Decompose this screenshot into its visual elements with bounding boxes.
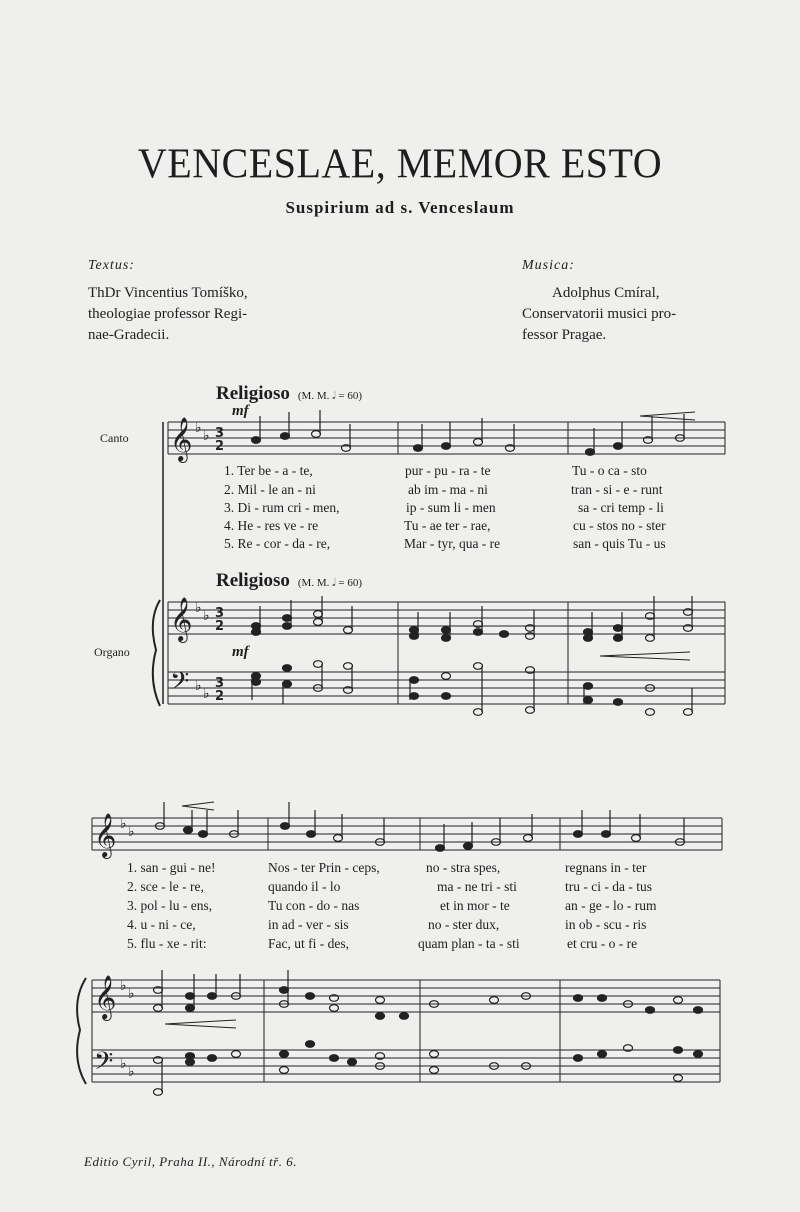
page-title: VENCESLAE, MEMOR ESTO: [137, 139, 663, 188]
metronome-marking: (M. M. 𝅗𝅥 = 60): [297, 390, 362, 402]
svg-text:♭: ♭: [195, 600, 202, 616]
lyric-segment: in ob - scu - ris: [565, 917, 647, 932]
lyric-segment: quam plan - ta - sti: [418, 936, 520, 951]
tempo-word: Religioso: [216, 570, 290, 591]
page-subtitle: Suspirium ad s. Venceslaum: [285, 198, 515, 217]
tempo-word: Religioso: [216, 383, 290, 404]
lyric-segment: Mar - tyr, qua - re: [404, 536, 501, 551]
svg-text:2: 2: [215, 439, 225, 454]
lyric-segment: Tu - ae ter - rae,: [404, 518, 491, 533]
organ-label: Organo: [94, 645, 130, 659]
lyric-segment: 3. Di - rum cri - men,: [224, 500, 340, 515]
lyric-segment: Tu con - do - nas: [268, 898, 360, 913]
lyric-segment: 4. u - ni - ce,: [127, 917, 196, 932]
svg-text:♭: ♭: [120, 978, 127, 994]
music-credit-line: Adolphus Cmíral,: [552, 285, 660, 301]
svg-text:3: 3: [215, 426, 225, 441]
publisher-imprint: Editio Cyril, Praha II., Národní tř. 6.: [84, 1154, 297, 1169]
lyric-segment: in ad - ver - sis: [268, 917, 349, 932]
lyric-segment: pur - pu - ra - te: [405, 463, 491, 478]
lyric-segment: 4. He - res ve - re: [224, 518, 319, 533]
lyric-segment: ma - ne tri - sti: [437, 879, 517, 894]
lyric-segment: Tu - o ca - sto: [572, 463, 647, 478]
lyric-segment: 1. Ter be - a - te,: [224, 463, 313, 478]
lyric-segment: 2. Mil - le an - ni: [224, 482, 316, 497]
lyric-segment: san - quis Tu - us: [573, 536, 666, 551]
svg-text:♭: ♭: [120, 1056, 127, 1072]
lyric-segment: regnans in - ter: [565, 860, 647, 875]
svg-text:♭: ♭: [195, 420, 202, 436]
text-credit-label: Textus:: [88, 258, 135, 273]
lyric-segment: 2. sce - le - re,: [127, 879, 204, 894]
lyric-segment: Nos - ter Prin - ceps,: [268, 860, 380, 875]
svg-text:3: 3: [215, 606, 225, 621]
svg-text:2: 2: [215, 689, 225, 704]
music-credit-label: Musica:: [522, 258, 575, 273]
metronome-marking: (M. M. 𝅗𝅥 = 60): [297, 577, 362, 589]
music-credit-line: fessor Pragae.: [522, 327, 607, 343]
bass-clef-icon: 𝄢: [94, 1047, 114, 1082]
lyric-segment: no - stra spes,: [426, 860, 501, 875]
canto-staff: [163, 422, 725, 704]
svg-text:2: 2: [215, 619, 225, 634]
svg-text:♭: ♭: [203, 428, 210, 444]
lyric-segment: 5. Re - cor - da - re,: [224, 536, 331, 551]
text-credit-line: ThDr Vincentius Tomíško,: [88, 285, 248, 301]
lyric-segment: et in mor - te: [440, 898, 510, 913]
svg-text:♭: ♭: [128, 1064, 135, 1080]
lyric-segment: 3. pol - lu - ens,: [127, 898, 213, 913]
bass-clef-icon: 𝄢: [170, 667, 190, 702]
lyric-segment: quando il - lo: [268, 879, 341, 894]
lyric-segment: tran - si - e - runt: [571, 482, 663, 497]
svg-text:♭: ♭: [128, 986, 135, 1002]
svg-text:3: 3: [215, 676, 225, 691]
organ-dynamic-mf: mf: [232, 644, 249, 660]
svg-text:♭: ♭: [195, 678, 202, 694]
svg-text:♭: ♭: [203, 608, 210, 624]
lyric-segment: et cru - o - re: [567, 936, 638, 951]
svg-text:♭: ♭: [128, 824, 135, 840]
svg-text:♭: ♭: [203, 686, 210, 702]
lyric-segment: 5. flu - xe - rit:: [127, 936, 207, 951]
lyric-segment: ip - sum li - men: [406, 500, 496, 515]
treble-clef-icon: 𝄞: [170, 597, 193, 641]
lyric-segment: sa - cri temp - li: [578, 500, 664, 515]
music-credit-line: Conservatorii musici pro-: [522, 306, 677, 322]
lyric-segment: 1. san - gui - ne!: [127, 860, 216, 875]
lyric-segment: no - ster dux,: [428, 917, 500, 932]
treble-clef-icon: 𝄞: [94, 813, 117, 857]
lyric-segment: tru - ci - da - tus: [565, 879, 652, 894]
treble-clef-icon: 𝄞: [170, 417, 193, 461]
text-credit-line: nae-Gradecii.: [88, 327, 170, 343]
lyric-segment: an - ge - lo - rum: [565, 898, 657, 913]
text-credit-line: theologiae professor Regi-: [88, 306, 248, 322]
treble-clef-icon: 𝄞: [94, 975, 117, 1019]
canto-label: Canto: [100, 431, 129, 445]
lyric-segment: ab im - ma - ni: [408, 482, 488, 497]
dynamic-mf: mf: [232, 403, 249, 419]
voice-staff-2: [92, 818, 722, 850]
svg-text:♭: ♭: [120, 816, 127, 832]
lyric-segment: Fac, ut fi - des,: [268, 936, 349, 951]
lyric-segment: cu - stos no - ster: [573, 518, 666, 533]
